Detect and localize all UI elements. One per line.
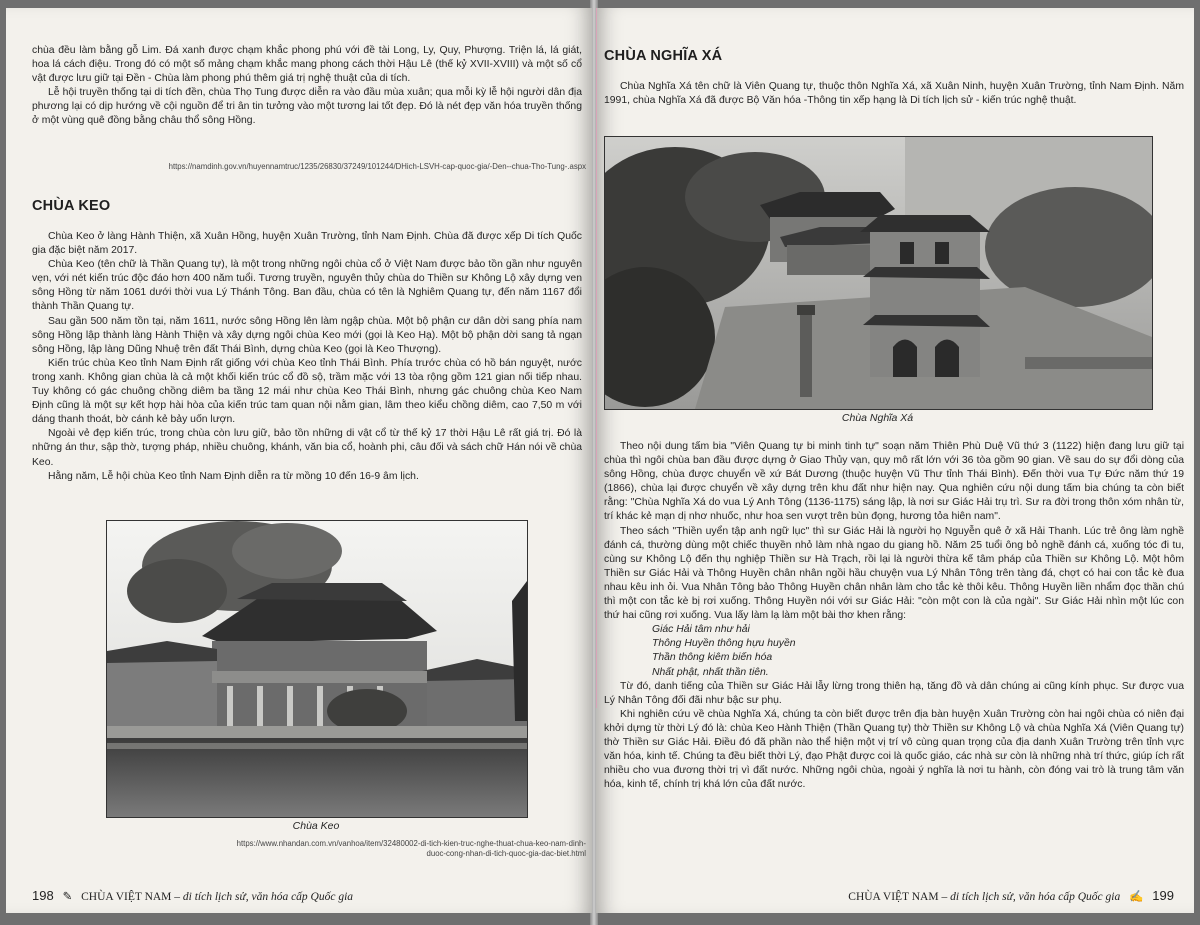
intro-text-block: [32, 44, 582, 129]
poem-line: Thông Huyền thông hựu huyền: [652, 638, 796, 650]
right-page: [596, 8, 1194, 913]
poem-line: Nhất phật, nhất thần tiên.: [652, 666, 769, 678]
photo-source-url: https://www.nhandan.com.vn/vanhoa/item/32480002-di-tich-kien-truc-nghe-thuat-chua-keo-nam-dinh-duoc-cong-nhan-di-tich-quoc-gia-dac-biet.html: [236, 839, 586, 858]
chua-keo-caption: Chùa Keo: [292, 820, 340, 832]
chua-nghia-xa-photo: [604, 136, 1153, 410]
source-url: https://namdinh.gov.vn/huyennamtruc/1235/26830/37249/101244/DHich-LSVH-cap-quoc-gia/-Den--chua-Tho-Tung-.aspx: [168, 162, 586, 171]
page-number: 198: [32, 888, 54, 903]
chua-keo-photo: [106, 520, 528, 818]
chua-keo-text: [32, 230, 582, 484]
body-paragraph: Theo sách "Thiền uyển tập anh ngữ lục" thì sư Giác Hải là người họ Nguyễn quê ở xã Hải Thanh. Lúc trẻ ông làm nghề đánh cá, thường dùng một chiếc thuyền nhỏ làm nhà ngao du giang hồ. Năm 25 tuổi ông bỏ nghề đánh cá, xuống tóc đi tu, cùng sư Không Lộ đến thụ nghiệp Thiền sư Hà Trạch, rồi lại là người thừa kế tâm pháp của Thiền sư Không Lộ. Một hôm Thiền sư Giác Hải và Thông Huyền chân nhân ngồi hầu chuyện vua Lý Nhân Tông trên tàng đá, chợt có hai con tắc kè đua nhau kêu inh ỏi. Vua Nhân Tông bảo Thông Huyền chân nhân làm cho tắc kè thôi kêu. Thông Huyền liền nhẩm đọc thần chú thì một con tắc kè bị rơi xuống. Thông Huyền nói với sư Giác Hải: "còn một con là của ngài". Sư Giác Hải nhìn một lúc con thứ hai cũng rơi xuống. Vua lấy làm lạ làm một bài thơ khen rằng:: [604, 525, 1184, 622]
poem-line: Giác Hải tâm như hải: [652, 624, 750, 636]
chua-nghia-xa-caption: Chùa Nghĩa Xá: [841, 412, 914, 424]
body-paragraph: Chùa Keo (tên chữ là Thần Quang tự), là một trong những ngôi chùa cổ ở Việt Nam được bảo tồn gần như nguyên vẹn, với nét kiến trúc độc đáo hơn 400 năm tuổi. Tương truyền, nguyên thủy chùa do Thiền sư Không Lộ xây dựng ven sông Hồng từ năm 1061 dưới thời vua Lý Thánh Tông. Ban đầu, chùa có tên là Nghiêm Quang tự, đến năm 1167 đổi thành Thần Quang tự.: [32, 259, 582, 313]
body-paragraph: Khi nghiên cứu về chùa Nghĩa Xá, chúng ta còn biết được trên địa bàn huyện Xuân Trường còn hai ngôi chùa có niên đại khởi dựng từ thời Lý đó là: chùa Keo Hành Thiện (Thần Quang tự) thờ Thiền sư Không Lộ và chùa Nghĩa Xá (Viên Quang tự) thờ Thiền sư Giác Hải. Điều đó đã phần nào thể hiện một vị trí vô cùng quan trọng của địa danh Xuân Trường trên tỉnh vực văn hóa, kinh tế. Chúng ta đều biết thời Lý, đạo Phật được coi là quốc giáo, các nhà sư còn là những nhà trí thức, giúp ích rất nhiều cho vua đương thời trị vì đất nước. Những ngôi chùa, ngoài ý nghĩa là nơi tu hành, còn đóng vai trò là trung tâm văn hóa, kinh tế, chính trị khá lớn của đất nước.: [604, 708, 1184, 791]
intro-paragraph: Lễ hội truyền thống tại di tích đền, chùa Thọ Tung được diễn ra vào đầu mùa xuân; qua mỗi kỳ lễ hội người dân địa phương lại có dịp hướng về cội nguồn để tri ân tin tưởng vào một tương lai tốt đẹp. Đó là nét đẹp văn hóa truyền thống ở một vùng quê đồng bằng châu thổ sông Hồng.: [32, 87, 582, 127]
poem-block: [652, 623, 1184, 679]
page-edge-line: [596, 8, 597, 708]
left-page: [6, 8, 592, 913]
footer-ornament-icon: ✍: [1129, 891, 1144, 903]
intro-paragraph: Chùa Nghĩa Xá tên chữ là Viên Quang tự, thuộc thôn Nghĩa Xá, xã Xuân Ninh, huyện Xuân Trường, tỉnh Nam Định. Năm 1991, chùa Nghĩa Xá đã được Bộ Văn hóa -Thông tin xếp hạng là Di tích lịch sử - kiến trúc nghệ thuật.: [604, 81, 1184, 107]
poem-line: Thần thông kiêm biến hóa: [652, 652, 773, 664]
nghia-xa-intro: [604, 80, 1184, 108]
left-footer: [32, 888, 353, 903]
body-paragraph: Hằng năm, Lễ hội chùa Keo tỉnh Nam Định diễn ra từ mồng 10 đến 16-9 âm lịch.: [48, 470, 419, 482]
right-footer: [848, 888, 1174, 903]
section-heading-chua-keo: CHÙA KEO: [32, 198, 111, 214]
intro-paragraph: chùa đều làm bằng gỗ Lim. Đá xanh được chạm khắc phong phú với đề tài Long, Ly, Quy, Phượng. Triện lá, lá giát, hoa lá cách điệu. Trong đó có một số mảng chạm khắc mang phong cách thời Hậu Lê (thế kỷ XVII-XVIII) và một số cổ vật được lưu giữ tại Đền - Chùa làm phong phú thêm giá trị nghệ thuật của di tích.: [32, 45, 582, 85]
body-paragraph: Theo nội dung tấm bia "Viên Quang tự bi minh tinh tự" soạn năm Thiên Phù Duệ Vũ thứ 3 (1122) hiện đang lưu giữ tại chùa thì ngôi chùa ban đầu được dựng ở Giao Thủy vạn, quy mô rất lớn với 36 tòa gồm 90 gian. Về sau do sự đổi dòng của sông Hồng, chùa được chuyển về xứ Bát Dương (thuộc huyện Vũ Thư tỉnh Thái Bình). Đến thời vua Tự Đức năm thứ 19 (1866), chùa lại được chuyển về xây dựng trên khu đất như hiện nay. Qua nghiên cứu nội dung tấm bia chúng ta còn biết rằng: "Chùa Nghĩa Xá do vua Lý Anh Tông (1136-1175) sáng lập, là nơi sư Giác Hải trụ trì. Sư ra đời trong thôn xóm nhân từ, trí khác kẻ mạn dị nhơ nhuốc, như hoa sen vượt trên bùn đọng, hương tỏa hiên nam".: [604, 441, 1184, 523]
footer-book-title: CHÙA VIỆT NAM: [81, 891, 172, 903]
footer-subtitle: – di tích lịch sử, văn hóa cấp Quốc gia: [941, 891, 1121, 903]
body-paragraph: Kiến trúc chùa Keo tỉnh Nam Định rất giống với chùa Keo tỉnh Thái Bình. Phía trước chùa có hồ bán nguyệt, nước trong xanh. Không gian chùa là cả một khối kiến trúc cổ đồ sộ, trầm mặc với 13 tòa rộng gồm 121 gian nối tiếp nhau. Tuy không có gác chuông chồng diêm ba tầng 12 mái như chùa Keo Thái Bình, nhưng gác chuông chùa Keo Nam Định cũng là một sự kết hợp hài hòa của kiến trúc tam quan nội nằm gian, lâm theo kiểu chồng diêm, cao 7,50 m với dáng thanh thoát, bờ cánh kẻ bảy uốn lượn.: [32, 357, 582, 426]
nghia-xa-text: [604, 440, 1184, 792]
section-heading-chua-nghia-xa: CHÙA NGHĨA XÁ: [604, 48, 723, 64]
footer-subtitle: – di tích lịch sử, văn hóa cấp Quốc gia: [174, 891, 354, 903]
body-paragraph: Chùa Keo ở làng Hành Thiện, xã Xuân Hồng, huyện Xuân Trường, tỉnh Nam Định. Chùa đã được xếp Di tích Quốc gia đặc biệt năm 2017.: [32, 231, 582, 257]
footer-book-title: CHÙA VIỆT NAM: [848, 891, 939, 903]
body-paragraph: Từ đó, danh tiếng của Thiền sư Giác Hải lẫy lừng trong thiên hạ, tăng đồ và dân chúng ai cũng kính phục. Sư được vua Lý Nhân Tông đối đãi như bậc sư phụ.: [604, 680, 1184, 706]
page-number: 199: [1152, 888, 1174, 903]
footer-ornament-icon: ✎: [62, 891, 73, 903]
body-paragraph: Ngoài vẻ đẹp kiến trúc, trong chùa còn lưu giữ, bảo tồn những di vật cổ từ thế kỷ 17 thời Hậu Lê rất giá trị. Đó là những án thư, sập thờ, tượng pháp, nhiều chuông, khánh, văn bia cổ, hoành phi, câu đối và sách chữ Hán nói về chùa Keo.: [32, 428, 582, 468]
body-paragraph: Sau gần 500 năm tồn tại, năm 1611, nước sông Hồng lên làm ngập chùa. Một bộ phận cư dân dời sang phía nam sông Hồng lập thành làng Hành Thiện và xây dựng ngôi chùa Keo mới (gọi là Keo Hạ). Một bộ phận dời sang tả ngạn sông Hồng, lập làng Dũng Nhuệ trên đất Thái Bình, dựng chùa Keo (gọi là Keo Thượng).: [32, 315, 582, 355]
